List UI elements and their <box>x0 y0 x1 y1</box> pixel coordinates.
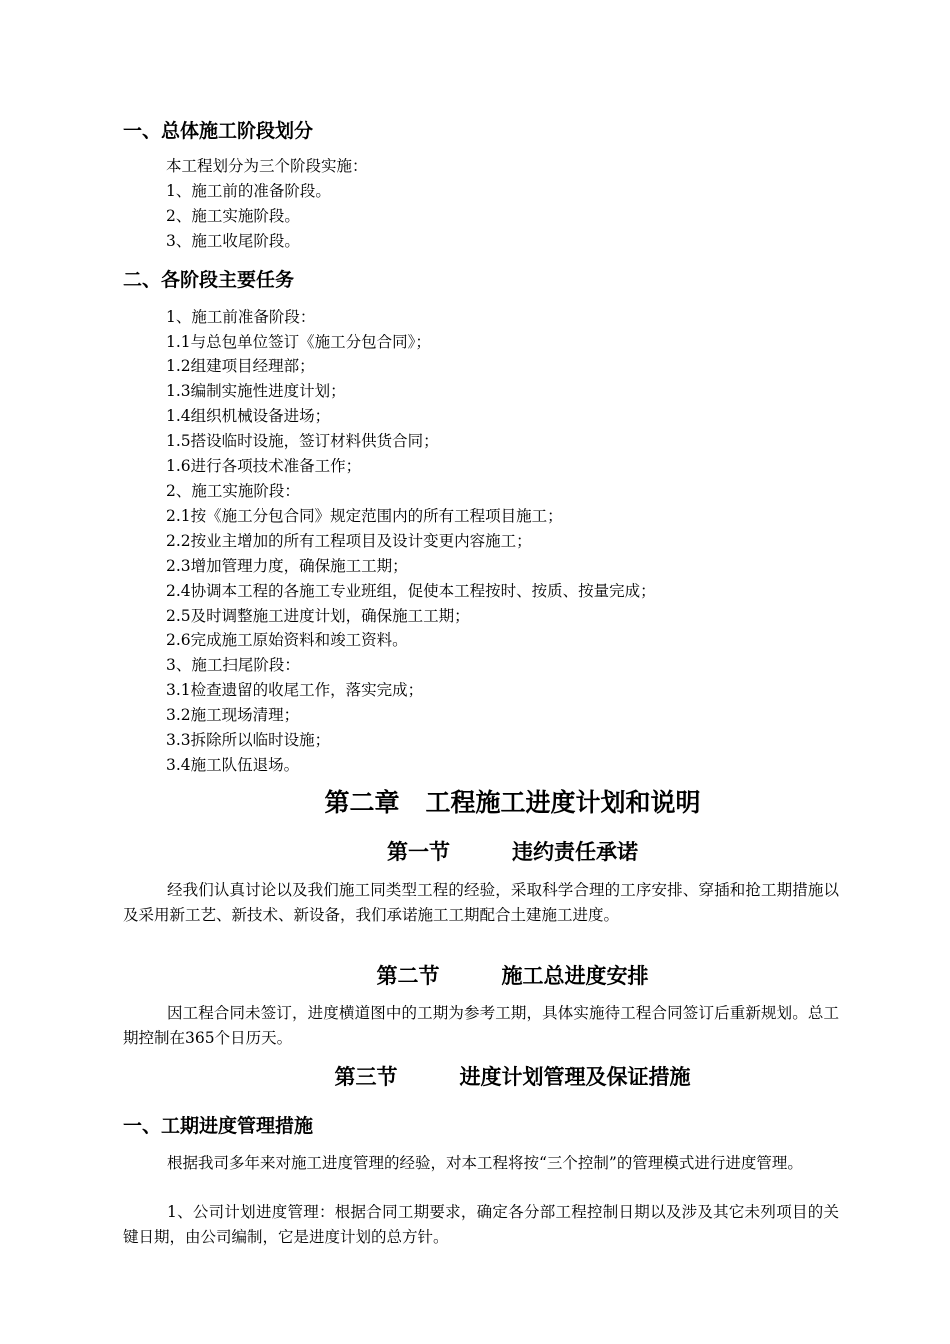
paragraph-schedule: 因工程合同未签订，进度横道图中的工期为参考工期，具体实施待工程合同签订后重新规划。总工期控制在365个日历天。 <box>123 1004 839 1047</box>
text-line: 3、施工扫尾阶段： <box>166 656 300 674</box>
text-line: 1.5搭设临时设施，签订材料供货合同； <box>166 432 439 450</box>
section-title-text: 违约责任承诺 <box>512 840 638 864</box>
chapter-title-text: 工程施工进度计划和说明 <box>425 788 701 817</box>
text-line: 2.3增加管理力度，确保施工工期； <box>166 557 408 575</box>
text-line: 1.4组织机械设备进场； <box>166 407 331 425</box>
text-line: 2.5及时调整施工进度计划，确保施工工期； <box>166 607 470 625</box>
text-line: 2.6完成施工原始资料和竣工资料。 <box>166 631 408 649</box>
chapter-title <box>0 787 950 819</box>
section-label: 第一节 <box>387 840 450 864</box>
section-title-1 <box>0 838 950 866</box>
section-title-text: 施工总进度安排 <box>501 964 649 988</box>
text-line: 2、施工实施阶段。 <box>166 207 300 225</box>
section-heading-progress-measures: 一、工期进度管理措施 <box>123 1115 314 1137</box>
chapter-label: 第二章 <box>324 788 400 817</box>
text-line: 2、施工实施阶段： <box>166 482 300 500</box>
section-title-3 <box>0 1063 950 1091</box>
text-line: 2.1按《施工分包合同》规定范围内的所有工程项目施工； <box>166 507 563 525</box>
text-line: 3.4施工队伍退场。 <box>166 756 300 774</box>
text-line: 1、施工前准备阶段： <box>166 308 316 326</box>
text-line: 1.2组建项目经理部； <box>166 357 315 375</box>
text-line: 2.2按业主增加的所有工程项目及设计变更内容施工； <box>166 532 532 550</box>
text-line: 1、施工前的准备阶段。 <box>166 182 331 200</box>
paragraph-management: 根据我司多年来对施工进度管理的经验，对本工程将按“三个控制”的管理模式进行进度管理。 <box>167 1154 803 1172</box>
section-heading-stage-tasks: 二、各阶段主要任务 <box>123 269 295 291</box>
text-line: 本工程划分为三个阶段实施： <box>166 157 368 175</box>
text-line: 1.3编制实施性进度计划； <box>166 382 346 400</box>
section-label: 第三节 <box>334 1065 398 1089</box>
text-line: 3、施工收尾阶段。 <box>166 232 300 250</box>
section-label: 第二节 <box>376 964 440 988</box>
paragraph-commitment: 经我们认真讨论以及我们施工同类型工程的经验，采取科学合理的工序安排、穿插和抢工期措施以及采用新工艺、新技术、新设备，我们承诺施工工期配合土建施工进度。 <box>123 881 839 924</box>
text-line: 1.6进行各项技术准备工作； <box>166 457 362 475</box>
section-title-text: 进度计划管理及保证措施 <box>459 1065 691 1089</box>
section-heading-stage-division: 一、总体施工阶段划分 <box>123 120 314 142</box>
paragraph-company-plan: 1、公司计划进度管理：根据合同工期要求，确定各分部工程控制日期以及涉及其它未列项目的关键日期，由公司编制，它是进度计划的总方针。 <box>123 1203 839 1246</box>
text-line: 1.1与总包单位签订《施工分包合同》； <box>166 333 431 351</box>
text-line: 3.3拆除所以临时设施； <box>166 731 331 749</box>
section-title-2 <box>0 962 950 990</box>
text-line: 3.2施工现场清理； <box>166 706 300 724</box>
text-line: 2.4协调本工程的各施工专业班组，促使本工程按时、按质、按量完成； <box>166 582 656 600</box>
text-line: 3.1检查遗留的收尾工作，落实完成； <box>166 681 424 699</box>
